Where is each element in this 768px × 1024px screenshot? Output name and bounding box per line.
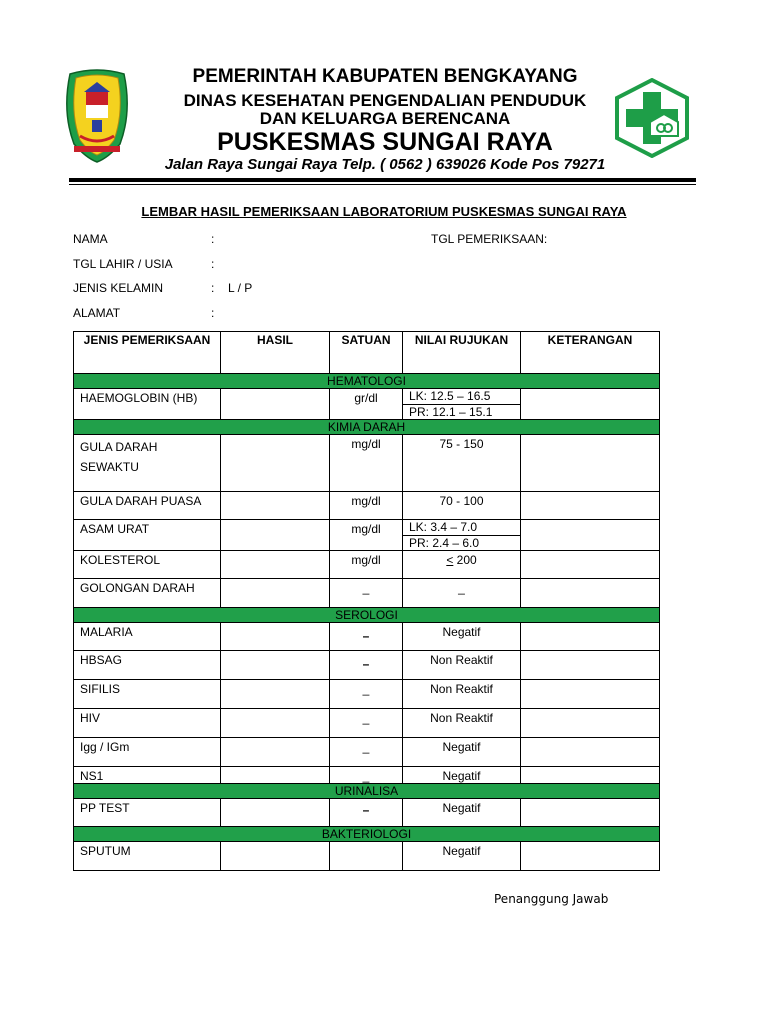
nama-label: NAMA <box>73 232 108 246</box>
unit-cell: _ <box>330 709 403 738</box>
nama-colon: : <box>211 232 215 246</box>
unit-cell: – <box>330 623 403 651</box>
signature-label: Penanggung Jawab <box>494 892 609 906</box>
section-label: HEMATOLOGI <box>74 374 660 389</box>
tgl-pemeriksaan-label: TGL PEMERIKSAAN: <box>431 232 548 246</box>
unit-cell: – <box>330 651 403 680</box>
ref-lk: LK: 3.4 – 7.0 <box>403 520 520 536</box>
note-cell[interactable] <box>521 799 660 827</box>
header-government: PEMERINTAH KABUPATEN BENGKAYANG <box>192 66 578 87</box>
table-row <box>74 435 660 492</box>
table-row <box>74 492 660 520</box>
unit-cell: mg/dl <box>330 492 403 520</box>
note-cell[interactable] <box>521 389 660 420</box>
result-cell[interactable] <box>221 492 330 520</box>
section-label: URINALISA <box>74 784 660 799</box>
ref-pr: PR: 2.4 – 6.0 <box>409 536 480 550</box>
col-hasil: HASIL <box>221 332 330 374</box>
alamat-label: ALAMAT <box>73 306 121 320</box>
exam-name: MALARIA <box>74 623 221 651</box>
note-cell[interactable] <box>521 767 660 784</box>
exam-name: Igg / IGm <box>74 738 221 767</box>
note-cell[interactable] <box>521 492 660 520</box>
table-header-row <box>74 332 660 374</box>
exam-name: HIV <box>74 709 221 738</box>
bengkayang-emblem <box>62 66 132 164</box>
exam-name: HAEMOGLOBIN (HB) <box>74 389 221 420</box>
exam-name <box>74 435 221 492</box>
result-cell[interactable] <box>221 709 330 738</box>
section-serologi <box>74 608 660 623</box>
exam-name: SPUTUM <box>74 842 221 871</box>
col-nilai-rujukan: NILAI RUJUKAN <box>403 332 521 374</box>
reference-cell: Non Reaktif <box>403 680 521 709</box>
note-cell[interactable] <box>521 680 660 709</box>
table-row <box>74 389 660 420</box>
reference-cell: Negatif <box>403 767 521 784</box>
table-row <box>74 680 660 709</box>
unit-cell: gr/dl <box>330 389 403 420</box>
reference-cell: Non Reaktif <box>403 709 521 738</box>
tgl-lahir-label: TGL LAHIR / USIA <box>73 257 173 271</box>
table-row <box>74 623 660 651</box>
result-cell[interactable] <box>221 842 330 871</box>
result-cell[interactable] <box>221 623 330 651</box>
note-cell[interactable] <box>521 520 660 551</box>
header-rule-thin <box>69 184 696 185</box>
table-row <box>74 551 660 579</box>
table-row <box>74 651 660 680</box>
jenis-kelamin-label: JENIS KELAMIN <box>73 281 164 295</box>
reference-cell: _ <box>403 579 521 608</box>
result-cell[interactable] <box>221 738 330 767</box>
ref-symbol: < <box>446 553 454 567</box>
form-title: LEMBAR HASIL PEMERIKSAAN LABORATORIUM PUSKESMAS SUNGAI RAYA <box>141 204 627 219</box>
unit-cell: _ <box>330 767 403 784</box>
result-cell[interactable] <box>221 435 330 492</box>
reference-cell: Negatif <box>403 623 521 651</box>
unit-cell: – <box>330 799 403 827</box>
reference-cell: Negatif <box>403 738 521 767</box>
unit-cell: _ <box>330 680 403 709</box>
unit-cell <box>330 842 403 871</box>
exam-name: ASAM URAT <box>74 520 221 551</box>
col-keterangan: KETERANGAN <box>521 332 660 374</box>
result-cell[interactable] <box>221 579 330 608</box>
exam-name-line2: SEWAKTU <box>80 460 139 474</box>
result-cell[interactable] <box>221 799 330 827</box>
unit-cell: mg/dl <box>330 435 403 492</box>
col-jenis-pemeriksaan: JENIS PEMERIKSAAN <box>74 332 221 374</box>
col-satuan: SATUAN <box>330 332 403 374</box>
exam-name: SIFILIS <box>74 680 221 709</box>
ref-lk: LK: 12.5 – 16.5 <box>403 389 520 405</box>
reference-cell <box>403 551 521 579</box>
header-address: Jalan Raya Sungai Raya Telp. ( 0562 ) 639026 Kode Pos 79271 <box>164 156 606 173</box>
note-cell[interactable] <box>521 551 660 579</box>
header-department: DINAS KESEHATAN PENGENDALIAN PENDUDUK <box>183 91 587 110</box>
table-row <box>74 579 660 608</box>
section-label: SEROLOGI <box>74 608 660 623</box>
note-cell[interactable] <box>521 842 660 871</box>
reference-cell: 70 - 100 <box>403 492 521 520</box>
note-cell[interactable] <box>521 623 660 651</box>
note-cell[interactable] <box>521 579 660 608</box>
table-row <box>74 799 660 827</box>
table-row <box>74 709 660 738</box>
alamat-colon: : <box>211 306 215 320</box>
table-row <box>74 842 660 871</box>
exam-name: GULA DARAH PUASA <box>74 492 221 520</box>
result-cell[interactable] <box>221 767 330 784</box>
result-cell[interactable] <box>221 651 330 680</box>
unit-cell: mg/dl <box>330 551 403 579</box>
section-urinalisa <box>74 784 660 799</box>
jenis-kelamin-value: L / P <box>228 281 253 295</box>
tgl-lahir-colon: : <box>211 257 215 271</box>
note-cell[interactable] <box>521 435 660 492</box>
note-cell[interactable] <box>521 651 660 680</box>
header-rule <box>69 178 696 182</box>
result-cell[interactable] <box>221 520 330 551</box>
section-bakteriologi <box>74 827 660 842</box>
table-row <box>74 767 660 784</box>
header-department-cont: DAN KELUARGA BERENCANA <box>259 109 511 128</box>
table-row <box>74 520 660 551</box>
note-cell[interactable] <box>521 709 660 738</box>
exam-name-line1: GULA DARAH <box>80 440 158 454</box>
ref-value: 200 <box>453 553 477 567</box>
result-cell[interactable] <box>221 389 330 420</box>
reference-cell <box>403 520 521 551</box>
reference-cell: Negatif <box>403 799 521 827</box>
exam-name: NS1 <box>74 767 221 784</box>
table-row <box>74 738 660 767</box>
unit-cell: mg/dl <box>330 520 403 551</box>
unit-cell: _ <box>330 738 403 767</box>
exam-name: HBSAG <box>74 651 221 680</box>
reference-cell <box>403 389 521 420</box>
exam-name: GOLONGAN DARAH <box>74 579 221 608</box>
jenis-kelamin-colon: : <box>211 281 215 295</box>
result-cell[interactable] <box>221 680 330 709</box>
section-hematologi <box>74 374 660 389</box>
reference-cell: 75 - 150 <box>403 435 521 492</box>
unit-cell: _ <box>330 579 403 608</box>
reference-cell: Negatif <box>403 842 521 871</box>
section-kimia-darah <box>74 420 660 435</box>
lab-results-table <box>73 331 660 871</box>
section-label: KIMIA DARAH <box>74 420 660 435</box>
section-label: BAKTERIOLOGI <box>74 827 660 842</box>
exam-name: PP TEST <box>74 799 221 827</box>
header-puskesmas: PUSKESMAS SUNGAI RAYA <box>217 128 553 156</box>
reference-cell: Non Reaktif <box>403 651 521 680</box>
exam-name: KOLESTEROL <box>74 551 221 579</box>
note-cell[interactable] <box>521 738 660 767</box>
result-cell[interactable] <box>221 551 330 579</box>
ref-pr: PR: 12.1 – 15.1 <box>409 405 493 419</box>
